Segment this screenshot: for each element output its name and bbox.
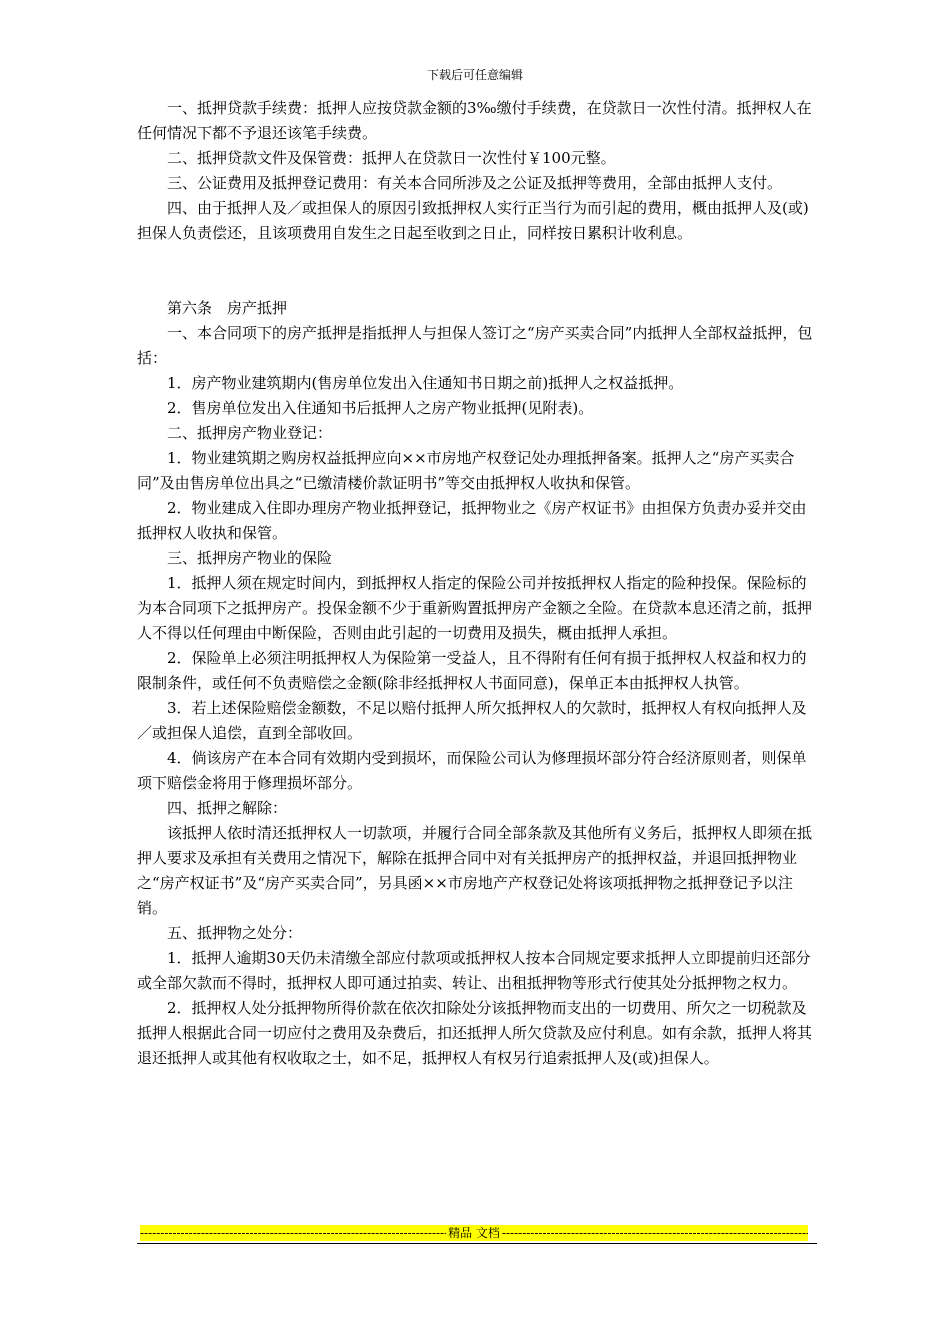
article-paragraph: 4．倘该房产在本合同有效期内受到损坏，而保险公司认为修理损坏部分符合经济原则者，则保单项下赔偿金将用于修理损坏部分。	[137, 749, 807, 792]
article-paragraph: 2．抵押权人处分抵押物所得价款在依次扣除处分该抵押物而支出的一切费用、所欠之一切税款及抵押人根据此合同一切应付之费用及杂费后，扣还抵押人所欠贷款及应付利息。如有余款，抵押人将其退还抵押人或其他有权收取之士，如不足，抵押权人有权另行追索抵押人及(或)担保人。	[137, 999, 813, 1067]
article-paragraph: 四、抵押之解除：	[167, 799, 288, 817]
article-paragraph: 该抵押人依时清还抵押权人一切款项，并履行合同全部条款及其他所有义务后，抵押权人即须在抵押人要求及承担有关费用之情况下，解除在抵押合同中对有关抵押房产的抵押权益，并退回抵押物业之“房产权证书”及“房产买卖合同”，另具函××市房地产产权登记处将该项抵押物之抵押登记予以注销。	[137, 824, 813, 917]
footer-label: 精品 文档	[448, 1226, 500, 1240]
article-paragraph: 一、本合同项下的房产抵押是指抵押人与担保人签订之“房产买卖合同”内抵押人全部权益抵押，包括：	[137, 324, 813, 367]
article-paragraph: 1．抵押人须在规定时间内，到抵押权人指定的保险公司并按抵押权人指定的险种投保。保险标的为本合同项下之抵押房产。投保金额不少于重新购置抵押房产金额之全险。在贷款本息还清之前，抵押人不得以任何理由中断保险，否则由此引起的一切费用及损失，概由抵押人承担。	[137, 574, 813, 642]
footer-dashes-left	[140, 1225, 446, 1241]
article-title: 第六条 房产抵押	[167, 299, 288, 317]
article-paragraph: 3．若上述保险赔偿金额数，不足以赔付抵押人所欠抵押权人的欠款时，抵押权人有权向抵押人及／或担保人追偿，直到全部收回。	[137, 699, 807, 742]
article-paragraph: 2．物业建成入住即办理房产物业抵押登记，抵押物业之《房产权证书》由担保方负责办妥并交由抵押权人收执和保管。	[137, 499, 807, 542]
fee-paragraph-3: 三、公证费用及抵押登记费用：有关本合同所涉及之公证及抵押等费用，全部由抵押人支付。	[167, 174, 783, 192]
footer-dashes-right	[502, 1225, 808, 1241]
fee-paragraph-1: 一、抵押贷款手续费：抵押人应按贷款金额的3‰缴付手续费，在贷款日一次性付清。抵押权人在任何情况下都不予退还该笔手续费。	[137, 99, 812, 142]
article-paragraph: 2．售房单位发出入住通知书后抵押人之房产物业抵押(见附表)。	[167, 399, 594, 417]
article-paragraph: 2．保险单上必须注明抵押权人为保险第一受益人，且不得附有任何有损于抵押权人权益和权力的限制条件，或任何不负责赔偿之金额(除非经抵押权人书面同意)，保单正本由抵押权人执管。	[137, 649, 807, 692]
document-body	[137, 96, 817, 1071]
spacer	[137, 246, 817, 296]
article-paragraph: 三、抵押房产物业的保险	[167, 549, 333, 567]
article-paragraph: 1．房产物业建筑期内(售房单位发出入住通知书日期之前)抵押人之权益抵押。	[167, 374, 684, 392]
footer-rule	[137, 1243, 817, 1244]
footer-banner	[140, 1225, 808, 1241]
article-paragraph: 1．物业建筑期之购房权益抵押应向××市房地产权登记处办理抵押备案。抵押人之“房产买卖合同”及由售房单位出具之“已缴清楼价款证明书”等交由抵押权人收执和保管。	[137, 449, 795, 492]
article-paragraph: 二、抵押房产物业登记：	[167, 424, 333, 442]
fee-paragraph-2: 二、抵押贷款文件及保管费：抵押人在贷款日一次性付￥100元整。	[167, 149, 616, 167]
page-header: 下载后可任意编辑	[426, 68, 523, 82]
article-paragraph: 1．抵押人逾期30天仍未清缴全部应付款项或抵押权人按本合同规定要求抵押人立即提前归还部分或全部欠款而不得时，抵押权人即可通过拍卖、转让、出租抵押物等形式行使其处分抵押物之权力。	[137, 949, 811, 992]
article-paragraph: 五、抵押物之处分：	[167, 924, 303, 942]
fee-paragraph-4: 四、由于抵押人及／或担保人的原因引致抵押权人实行正当行为而引起的费用，概由抵押人及(或)担保人负责偿还，且该项费用自发生之日起至收到之日止，同样按日累积计收利息。	[137, 199, 809, 242]
